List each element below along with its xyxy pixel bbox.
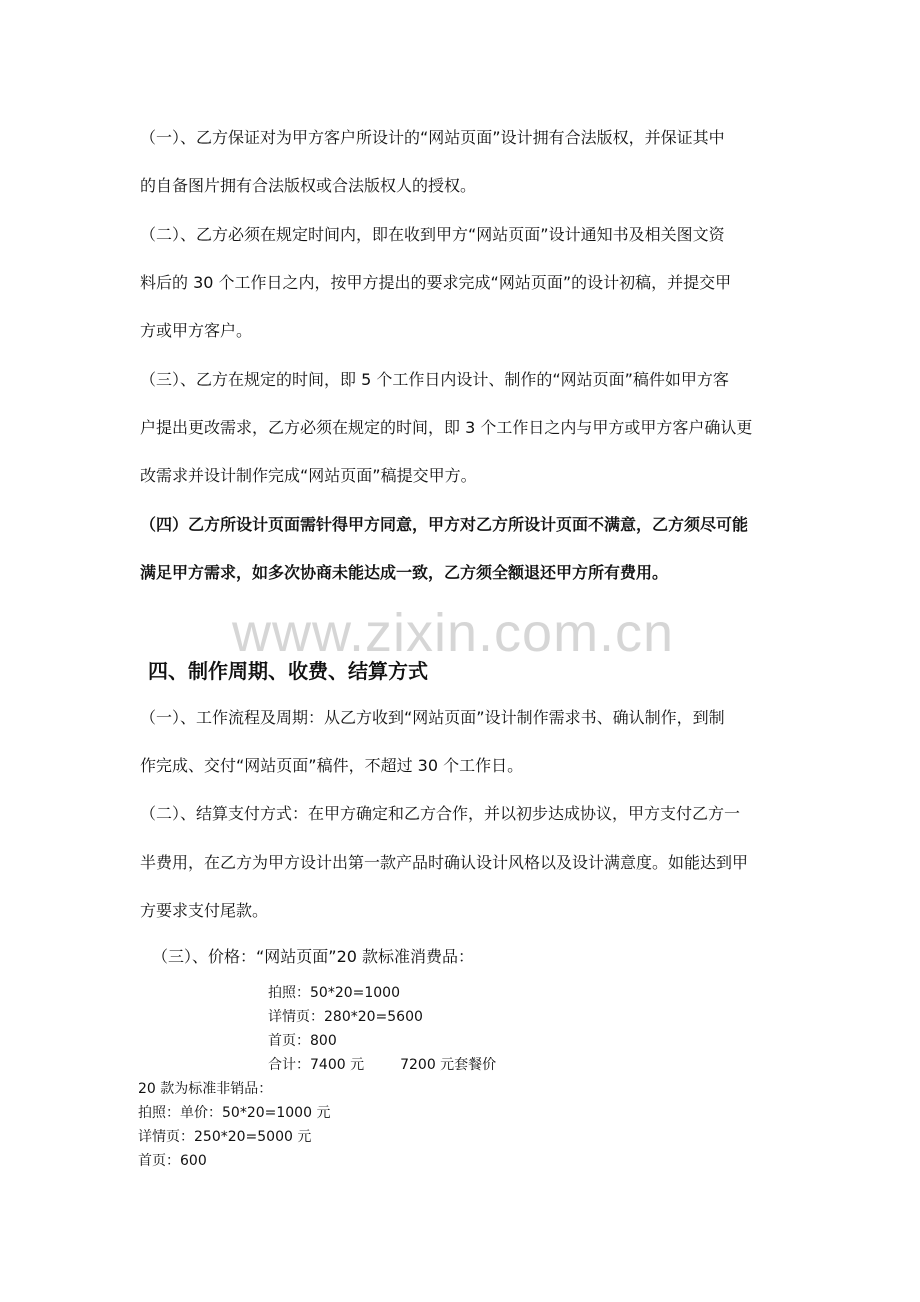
clause-3-line-2: 户提出更改需求，乙方必须在规定的时间，即 3 个工作日之内与甲方或甲方客户确认更 xyxy=(140,418,753,437)
clause-3-line-1: （三）、乙方在规定的时间，即 5 个工作日内设计、制作的“网站页面”稿件如甲方客 xyxy=(140,370,729,389)
standard-item-home: 首页：800 xyxy=(268,1033,337,1049)
nonsale-item-detail: 详情页：250*20=5000 元 xyxy=(138,1129,312,1145)
s4-clause-1-line-2: 作完成、交付“网站页面”稿件，不超过 30 个工作日。 xyxy=(140,756,524,775)
standard-total-row xyxy=(268,1055,496,1075)
s4-clause-2-line-1: （二）、结算支付方式：在甲方确定和乙方合作，并以初步达成协议，甲方支付乙方一 xyxy=(140,804,741,823)
clause-1-line-1: （一）、乙方保证对为甲方客户所设计的“网站页面”设计拥有合法版权，并保证其中 xyxy=(140,128,725,147)
standard-item-detail: 详情页：280*20=5600 xyxy=(268,1009,423,1025)
clause-2-line-1: （二）、乙方必须在规定时间内，即在收到甲方“网站页面”设计通知书及相关图文资 xyxy=(140,225,725,244)
clause-4-line-1: （四）乙方所设计页面需针得甲方同意，甲方对乙方所设计页面不满意，乙方须尽可能 xyxy=(140,515,749,534)
standard-package: 7200 元套餐价 xyxy=(400,1057,497,1073)
section-4-title: 四、制作周期、收费、结算方式 xyxy=(148,659,428,683)
nonsale-item-photo: 拍照：单价：50*20=1000 元 xyxy=(138,1105,331,1121)
standard-item-photo: 拍照：50*20=1000 xyxy=(268,985,400,1001)
clause-2-line-2: 料后的 30 个工作日之内，按甲方提出的要求完成“网站页面”的设计初稿，并提交甲 xyxy=(140,273,732,292)
nonsale-heading: 20 款为标准非销品： xyxy=(138,1081,273,1097)
clause-1-line-2: 的自备图片拥有合法版权或合法版权人的授权。 xyxy=(140,176,477,195)
price-heading: （三）、价格：“网站页面”20 款标准消费品： xyxy=(152,947,475,966)
s4-clause-2-line-3: 方要求支付尾款。 xyxy=(140,901,269,920)
clause-2-line-3: 方或甲方客户。 xyxy=(140,321,253,340)
watermark: www.zixin.com.cn xyxy=(232,603,675,663)
nonsale-item-home: 首页：600 xyxy=(138,1153,207,1169)
s4-clause-2-line-2: 半费用，在乙方为甲方设计出第一款产品时确认设计风格以及设计满意度。如能达到甲 xyxy=(140,853,749,872)
standard-total: 合计：7400 元 xyxy=(268,1057,365,1073)
clause-4-line-2: 满足甲方需求，如多次协商未能达成一致，乙方须全额退还甲方所有费用。 xyxy=(140,563,669,582)
clause-3-line-3: 改需求并设计制作完成“网站页面”稿提交甲方。 xyxy=(140,466,477,485)
s4-clause-1-line-1: （一）、工作流程及周期：从乙方收到“网站页面”设计制作需求书、确认制作，到制 xyxy=(140,708,725,727)
